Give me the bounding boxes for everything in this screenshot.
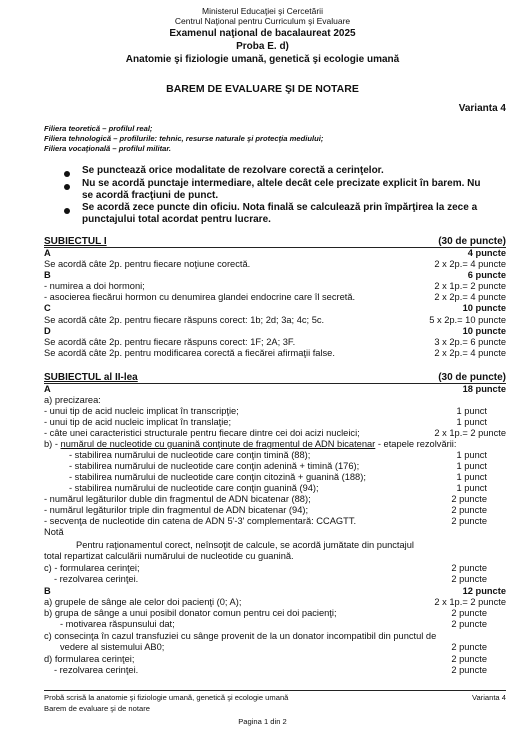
step-points: 1 punct <box>456 472 487 482</box>
item-points: 2 puncte <box>451 516 487 526</box>
item-points: 1 punct <box>456 406 487 416</box>
item-text: - motivarea răspunsului dat; <box>60 619 175 629</box>
item-text: - numărul legăturilor duble din fragmentul de ADN bicatenar (88); <box>44 494 311 504</box>
note-label: Notă <box>44 527 64 537</box>
item-text: - câte unei caracteristici structurale pentru fiecare dintre cei doi acizi nucleici; <box>44 428 360 438</box>
section-total-2: (30 de puncte) <box>438 372 506 383</box>
bullet-icon <box>64 171 70 177</box>
filiera-line: Filiera tehnologică – profilurile: tehnic, resurse naturale şi protecţia mediului; <box>44 134 324 143</box>
row-points: 5 x 2p.= 10 puncte <box>429 315 506 325</box>
row-points: 10 puncte <box>462 303 506 313</box>
item-underlined: numărul de nucleotide cu guanină conţinute de fragmentul de ADN bicatenar <box>60 439 376 449</box>
item-suffix: - etapele rezolvării: <box>375 439 457 449</box>
item-text: - rezolvarea cerinţei. <box>54 665 139 675</box>
page-number: Pagina 1 din 2 <box>238 717 287 726</box>
part-label: A <box>44 384 51 394</box>
bullet-icon <box>64 208 70 214</box>
row-points: 3 x 2p.= 6 puncte <box>434 337 506 347</box>
item-points: 2 puncte <box>451 665 487 675</box>
rule-text: punctajului total acordat pentru lucrare. <box>82 214 271 225</box>
row-label: C <box>44 303 51 313</box>
row-points: 4 puncte <box>467 248 506 258</box>
item-points: 2 puncte <box>451 642 487 652</box>
subject-title: Anatomie şi fiziologie umană, genetică şi ecologie umană <box>125 54 400 65</box>
item-points: 2 puncte <box>451 654 487 664</box>
part-points: 12 puncte <box>462 586 506 596</box>
variant-label: Varianta 4 <box>458 103 506 114</box>
item-points: 2 x 1p.= 2 puncte <box>434 597 506 607</box>
step-points: 1 punct <box>456 450 487 460</box>
footer-barem-text: Barem de evaluare şi de notare <box>44 704 150 713</box>
row-text: - asocierea fiecărui hormon cu denumirea glandei endocrine care îl secretă. <box>44 292 356 302</box>
item-text: c) - formularea cerinţei; <box>44 563 140 573</box>
item-points: 2 puncte <box>451 505 487 515</box>
step-points: 1 punct <box>456 483 487 493</box>
item-text: - rezolvarea cerinţei. <box>54 574 139 584</box>
row-text: Se acordă câte 2p. pentru fiecare răspuns corect: 1F; 2A; 3F. <box>44 337 296 347</box>
footer-exam-text: Probă scrisă la anatomie şi fiziologie umană, genetică şi ecologie umană <box>44 693 289 702</box>
step-text: - stabilirea numărului de nucleotide care conţin adenină + timină (176); <box>69 461 360 471</box>
step-points: 1 punct <box>456 461 487 471</box>
note-text: Pentru raţionamentul corect, neînsoţit de calcule, se acordă jumătate din punctajul <box>76 540 414 550</box>
section-divider <box>44 247 506 248</box>
item-points: 2 puncte <box>451 619 487 629</box>
item-text: b) grupa de sânge a unui posibil donator comun pentru cei doi pacienţi; <box>44 608 337 618</box>
proba-title: Proba E. d) <box>236 41 289 52</box>
exam-title: Examenul naţional de bacalaureat 2025 <box>169 28 356 39</box>
row-text: Se acordă câte 2p. pentru fiecare răspuns corect: 1b; 2d; 3a; 4c; 5c. <box>44 315 325 325</box>
item-points: 2 puncte <box>451 494 487 504</box>
item-text: - secvenţa de nucleotide din catena de ADN 5'-3' complementară: CCAGTT. <box>44 516 357 526</box>
bullet-icon <box>64 184 70 190</box>
row-points: 2 x 2p.= 4 puncte <box>434 259 506 269</box>
part-points: 18 puncte <box>462 384 506 394</box>
rule-text: se acordă fracţiuni de punct. <box>82 190 219 201</box>
row-points: 2 x 2p.= 4 puncte <box>434 348 506 358</box>
item-text: c) consecinţa în cazul transfuziei cu sânge provenit de la un donator incompatibil din punctul de <box>44 631 437 641</box>
rule-text: Se acordă zece puncte din oficiu. Nota finală se calculează prin împărţirea la zece a <box>82 202 478 213</box>
step-text: - stabilirea numărului de nucleotide care conţin timină (88); <box>69 450 311 460</box>
row-label: A <box>44 248 51 258</box>
item-text: - unui tip de acid nucleic implicat în transcripţie; <box>44 406 239 416</box>
filiera-line: Filiera teoretică – profilul real; <box>44 124 153 133</box>
item-points: 1 punct <box>456 417 487 427</box>
row-text: Se acordă câte 2p. pentru modificarea corectă a fiecărei afirmaţii false. <box>44 348 335 358</box>
item-points: 2 puncte <box>451 563 487 573</box>
item-text: a) precizarea: <box>44 395 101 405</box>
section-divider <box>44 383 506 384</box>
row-points: 10 puncte <box>462 326 506 336</box>
item-text: vedere al sistemului AB0; <box>60 642 165 652</box>
footer-divider <box>44 690 506 691</box>
step-text: - stabilirea numărului de nucleotide care conţin citozină + guanină (188); <box>69 472 366 482</box>
center-name: Centrul Naţional pentru Curriculum şi Evaluare <box>174 16 351 26</box>
item-text: - unui tip de acid nucleic implicat în translaţie; <box>44 417 232 427</box>
row-label: D <box>44 326 51 336</box>
item-text: - numărul legăturilor triple din fragmentul de ADN bicatenar (94); <box>44 505 309 515</box>
row-text: Se acordă câte 2p. pentru fiecare noţiune corectă. <box>44 259 251 269</box>
row-text: - numirea a doi hormoni; <box>44 281 145 291</box>
rule-text: Se punctează orice modalitate de rezolvare corectă a cerinţelor. <box>82 165 384 176</box>
part-label: B <box>44 586 51 596</box>
item-points: 2 puncte <box>451 574 487 584</box>
item-text: a) grupele de sânge ale celor doi pacienţi (0; A); <box>44 597 242 607</box>
ministry-name: Ministerul Educaţiei şi Cercetării <box>202 6 323 16</box>
footer-variant: Varianta 4 <box>471 693 506 702</box>
step-text: - stabilirea numărului de nucleotide care conţin guanină (94); <box>69 483 319 493</box>
note-text: total repartizat calculării numărului de nucleotide cu guanină. <box>44 551 294 561</box>
section-total-1: (30 de puncte) <box>438 236 506 247</box>
barem-title: BAREM DE EVALUARE ŞI DE NOTARE <box>166 83 359 95</box>
item-prefix: b) - <box>44 439 61 449</box>
item-points: 2 x 1p.= 2 puncte <box>434 428 506 438</box>
item-points: 2 puncte <box>451 608 487 618</box>
filiera-line: Filiera vocaţională – profilul militar. <box>44 144 172 153</box>
item-text: d) formularea cerinţei; <box>44 654 135 664</box>
section-title-1: SUBIECTUL I <box>44 236 107 247</box>
rule-text: Nu se acordă punctaje intermediare, altele decât cele precizate explicit în barem. Nu <box>82 178 481 189</box>
section-title-2: SUBIECTUL al II-lea <box>44 372 138 383</box>
item-text <box>44 439 456 450</box>
row-label: B <box>44 270 51 280</box>
row-points: 2 x 1p.= 2 puncte <box>434 281 506 291</box>
row-points: 6 puncte <box>467 270 506 280</box>
row-points: 2 x 2p.= 4 puncte <box>434 292 506 302</box>
